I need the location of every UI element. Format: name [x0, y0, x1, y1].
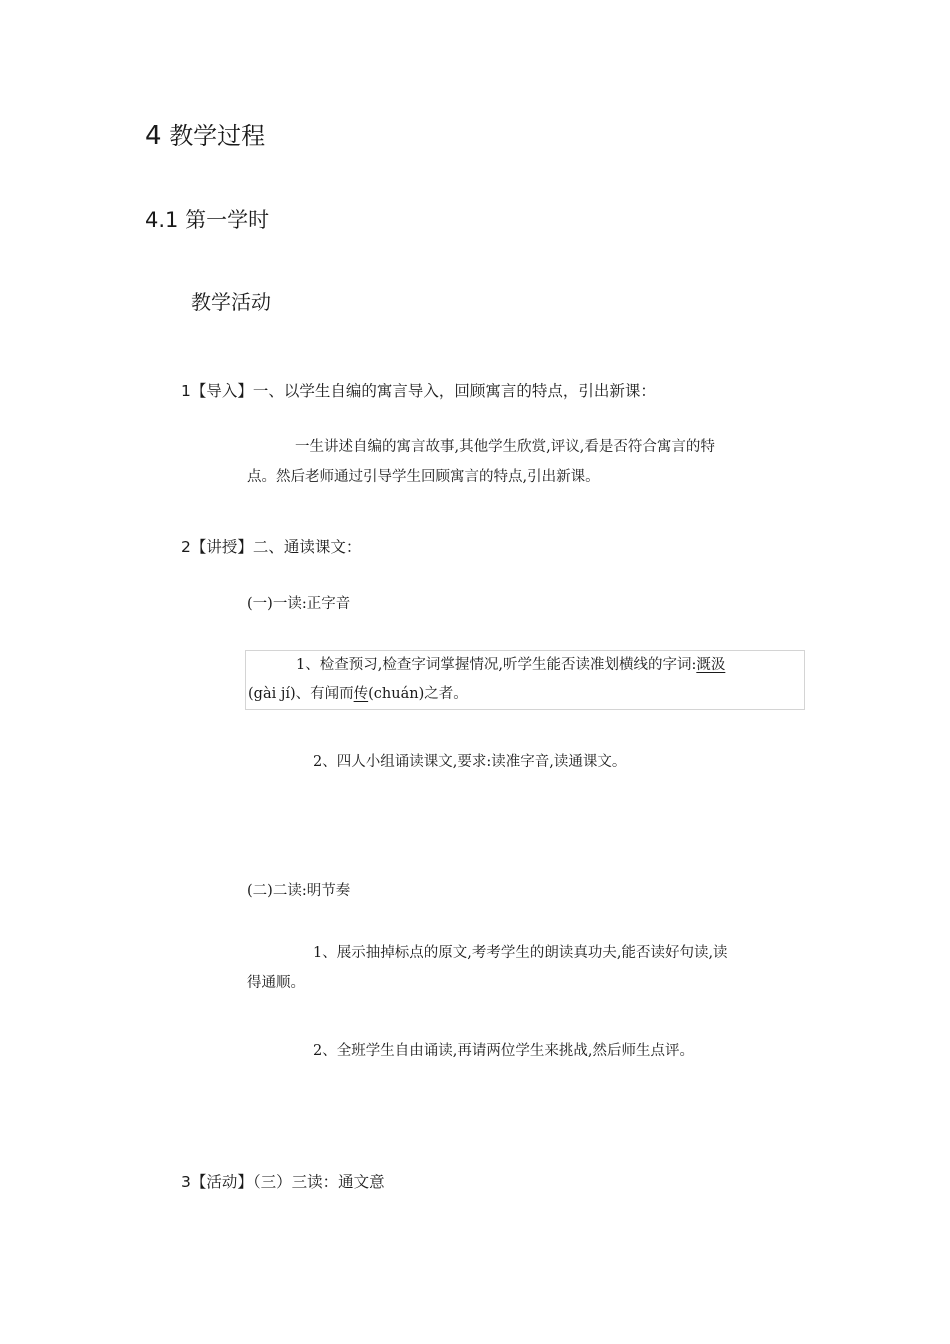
- step1-title: 1【导入】一、以学生自编的寓言导入，回顾寓言的特点，引出新课：: [181, 382, 656, 400]
- item1-line2-suffix: (chuán)之者。: [368, 686, 468, 702]
- item1-pinyin1: (gài jí)、有闻而: [248, 686, 354, 702]
- section-number: 4: [145, 121, 162, 151]
- step1-para-line1: 一生讲述自编的寓言故事,其他学生欣赏,评议,看是否符合寓言的特: [295, 439, 715, 455]
- section-heading: [145, 116, 265, 151]
- part2-item1-line1: 1、展示抽掉标点的原文,考考学生的朗读真功夫,能否读好句读,读: [313, 945, 728, 961]
- section-title: 教学过程: [169, 122, 266, 150]
- check-preview-item: [245, 650, 805, 710]
- step1-paragraph: [247, 432, 803, 492]
- underlined-word-1: 溉汲: [696, 657, 726, 673]
- lesson-heading: 4.1 第一学时: [145, 208, 270, 232]
- part2-item2: 2、全班学生自由诵读,再请两位学生来挑战,然后师生点评。: [313, 1043, 694, 1059]
- underlined-word-2: 传: [353, 686, 369, 702]
- group-reading-item: 2、四人小组诵读课文,要求:读准字音,读通课文。: [313, 754, 627, 770]
- activity-heading: 教学活动: [191, 290, 271, 314]
- part1-heading: (一)一读:正字音: [247, 596, 351, 612]
- step3-title: 3【活动】（三）三读：通文意: [181, 1173, 385, 1191]
- step2-title: 2【讲授】二、通读课文：: [181, 538, 362, 556]
- step1-para-line2: 点。然后老师通过引导学生回顾寓言的特点,引出新课。: [247, 469, 600, 485]
- item1-line1-prefix: 1、检查预习,检查字词掌握情况,听学生能否读准划横线的字词:: [296, 657, 697, 673]
- part2-heading: (二)二读:明节奏: [247, 883, 351, 899]
- part2-item1: [247, 938, 803, 998]
- part2-item1-line2: 得通顺。: [247, 975, 305, 991]
